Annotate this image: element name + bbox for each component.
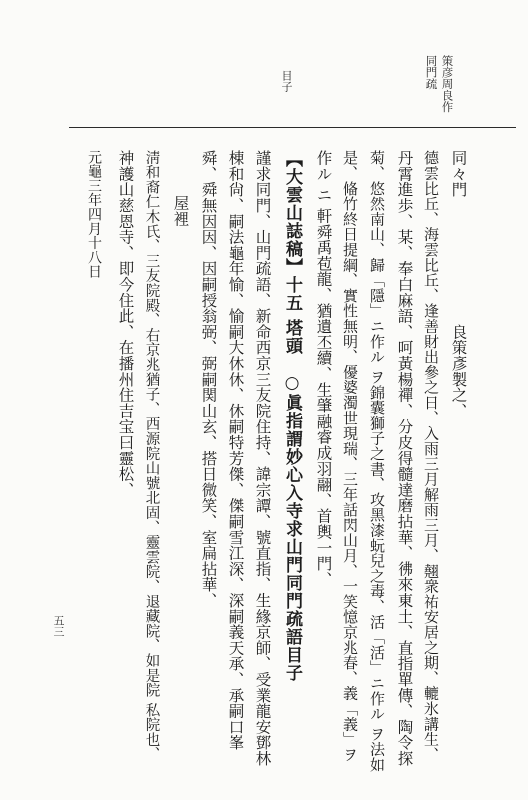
date-column: 元龜三年四月十八日 xyxy=(86,150,102,279)
body-column-6: 作ル ニ 軒舜禹苞龍、猶遺丕續、生肇融睿成羽翮、首輿一門、 xyxy=(314,150,333,588)
body-column-5: 是、偹竹終日提綱、實性無明、優婆濁世現瑞、三年話閃山月、一笑憶京兆春、義「義」ヲ xyxy=(341,150,359,762)
header-rule xyxy=(69,127,516,128)
section-heading: 【大雲山誌稿】十五 塔頭 ○眞指謂妙心入寺求山門同門疏語目子 xyxy=(282,150,302,682)
body-column-2: 德雲比丘、海雲比丘、逢善財出參之日、入雨三月解雨三月、翹衆祐安居之期、轆氷講生、 xyxy=(422,150,440,762)
body-column-10: 舜、舜無因因、因嗣授翁弼、弼嗣関山玄、搭日微笑、室扁拈華、 xyxy=(199,150,218,609)
book-title-line-2: 同門疏 xyxy=(424,55,439,90)
body-column-4: 菊、悠然南山、歸「隱」ニ作ル ヲ錦囊獅子之書、攻黑漆蚖兒之毒、活「活」ニ作ル ヲ法如 xyxy=(368,150,386,773)
body-column-8: 謹求同門、山門疏語、新命西京三友院住持、諱宗譚、號直指、生緣京師、受業龍安鄧林 xyxy=(253,150,272,767)
body-column-9: 棟和尙、嗣法龜年愉、愉嗣大休休、休嗣特芳傑、傑嗣雪江深、深嗣義天承、承嗣口峯 xyxy=(226,150,245,751)
body-column-3: 丹霄進歩、某、奉白麻語、呵黃楊禪、分皮得髓達磨拈華、彿來東土、直指單傳、陶令探 xyxy=(395,150,414,767)
body-column-13: 神護山慈恩寺、即今住此、在播州住吉宝曰靈松、 xyxy=(116,150,135,498)
body-column-1: 同々門 良策彥製之、 xyxy=(449,150,468,419)
body-column-11: 屋裡 xyxy=(171,195,190,227)
section-label: 目子 xyxy=(280,70,293,92)
body-column-12: 淸和裔仁木氏、三友院殿、右京兆猶子、西源院山號北固、靈雲院、退藏院、如是院 私院也、 xyxy=(143,150,160,762)
page-number: 五三 xyxy=(52,615,65,637)
book-title-line-1: 策彦周良作 xyxy=(440,55,455,113)
